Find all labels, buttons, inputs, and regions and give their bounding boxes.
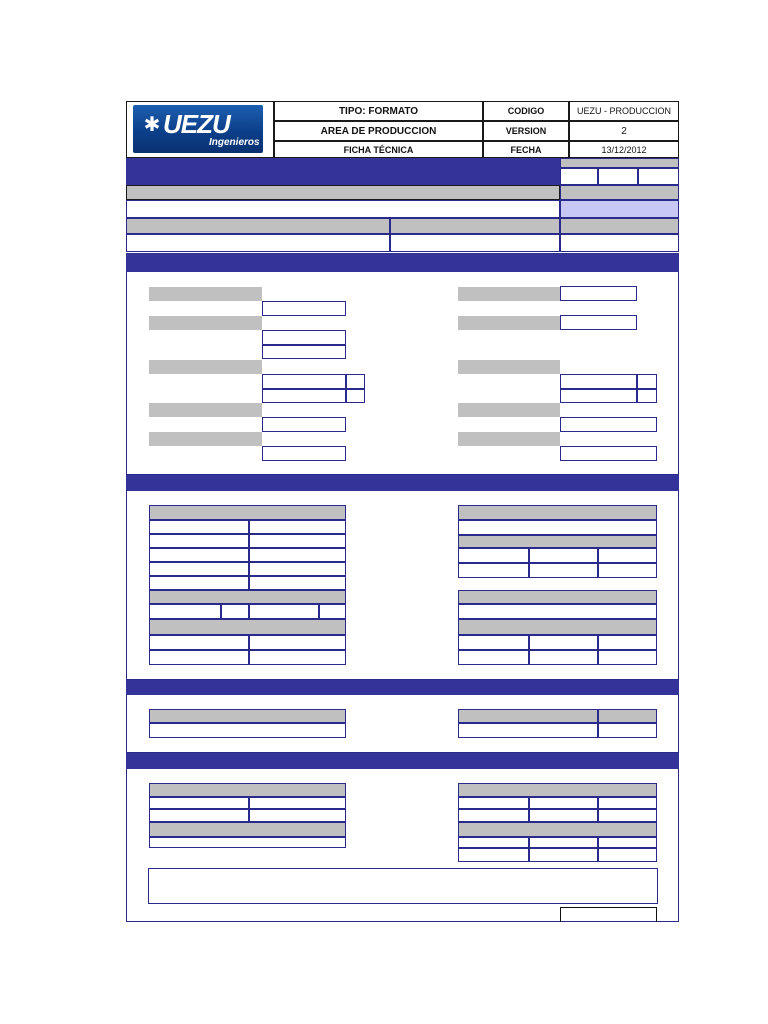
section-2-band xyxy=(126,475,679,491)
s4-left-r1c1[interactable] xyxy=(149,797,249,809)
s1-left-field-2[interactable] xyxy=(262,330,346,345)
s2-right-c3[interactable] xyxy=(598,635,657,650)
version-value: 2 xyxy=(569,121,679,141)
s3-left-header xyxy=(149,709,346,723)
title-band xyxy=(126,158,560,185)
s1-left-field-4[interactable] xyxy=(262,374,346,389)
s2-left-header-c xyxy=(149,619,346,635)
s2-left-b2[interactable] xyxy=(221,604,249,619)
s3-right-field-1[interactable] xyxy=(458,723,598,738)
s1-left-field-7[interactable] xyxy=(262,446,346,461)
s2-right-field-1[interactable] xyxy=(458,520,657,535)
section-1-band xyxy=(126,253,679,272)
info-field-3[interactable] xyxy=(560,234,679,252)
s1-right-label-2 xyxy=(458,316,560,330)
signature-box[interactable] xyxy=(560,907,657,922)
s2-left-r4c2[interactable] xyxy=(249,562,346,576)
s2-right-c6[interactable] xyxy=(598,650,657,665)
s2-right-c1[interactable] xyxy=(458,635,529,650)
header-logo-border xyxy=(126,101,274,158)
codigo-label: CODIGO xyxy=(483,101,569,121)
s1-left-label-1 xyxy=(149,287,262,301)
s3-right-header-2 xyxy=(598,709,657,723)
s2-right-header-c xyxy=(458,619,657,635)
s1-left-field-1[interactable] xyxy=(262,301,346,316)
s2-right-r1c2[interactable] xyxy=(529,548,598,563)
s1-right-field-4b[interactable] xyxy=(637,389,657,403)
s4-right-r1c1[interactable] xyxy=(458,797,529,809)
s1-left-label-2 xyxy=(149,316,262,330)
s1-left-label-3 xyxy=(149,360,262,374)
s2-left-r3c2[interactable] xyxy=(249,548,346,562)
fecha-value: 13/12/2012 xyxy=(569,141,679,158)
s1-right-label-1 xyxy=(458,287,560,301)
s1-right-label-5 xyxy=(458,432,560,446)
s4-left-header-2 xyxy=(149,822,346,837)
s4-right-r3c3[interactable] xyxy=(598,837,657,848)
date-box-header xyxy=(560,158,679,168)
s2-left-b1[interactable] xyxy=(149,604,221,619)
s4-left-header xyxy=(149,783,346,797)
s3-right-header-1 xyxy=(458,709,598,723)
info-label-3 xyxy=(560,218,679,234)
info-field-1[interactable] xyxy=(126,234,390,252)
s2-right-r2c2[interactable] xyxy=(529,563,598,578)
s1-right-label-4 xyxy=(458,403,560,417)
code-label-bar xyxy=(560,185,679,200)
doc-area: AREA DE PRODUCCION xyxy=(274,121,483,141)
s2-left-header-b xyxy=(149,590,346,604)
s4-right-r3c1[interactable] xyxy=(458,837,529,848)
s1-right-field-1[interactable] xyxy=(560,286,637,301)
fecha-label: FECHA xyxy=(483,141,569,158)
s2-left-r1c2[interactable] xyxy=(249,520,346,534)
s4-right-header-2 xyxy=(458,822,657,837)
s1-right-field-4[interactable] xyxy=(560,389,637,403)
s4-left-r2c1[interactable] xyxy=(149,809,249,822)
s1-right-field-5[interactable] xyxy=(560,417,657,432)
s4-right-r4c1[interactable] xyxy=(458,848,529,862)
date-year-field[interactable] xyxy=(638,168,679,185)
s4-left-field-2[interactable] xyxy=(149,837,346,848)
s4-right-r1c3[interactable] xyxy=(598,797,657,809)
s2-left-r5c1[interactable] xyxy=(149,576,249,590)
s1-right-field-2[interactable] xyxy=(560,315,637,330)
section-4-band xyxy=(126,753,679,769)
date-day-field[interactable] xyxy=(560,168,598,185)
s4-right-header xyxy=(458,783,657,797)
code-field[interactable] xyxy=(560,200,679,218)
s1-left-field-6[interactable] xyxy=(262,417,346,432)
doc-type: TIPO: FORMATO xyxy=(274,101,483,121)
s4-left-r2c2[interactable] xyxy=(249,809,346,822)
s2-left-c4[interactable] xyxy=(249,650,346,665)
s4-right-r3c2[interactable] xyxy=(529,837,598,848)
s2-left-r3c1[interactable] xyxy=(149,548,249,562)
s1-right-field-3[interactable] xyxy=(560,374,637,389)
s4-right-r4c3[interactable] xyxy=(598,848,657,862)
s2-right-r2c3[interactable] xyxy=(598,563,657,578)
doc-ficha: FICHA TÉCNICA xyxy=(274,141,483,158)
s4-right-r1c2[interactable] xyxy=(529,797,598,809)
name-field[interactable] xyxy=(126,200,560,218)
s2-right-c4[interactable] xyxy=(458,650,529,665)
s2-left-r1c1[interactable] xyxy=(149,520,249,534)
s2-left-r2c1[interactable] xyxy=(149,534,249,548)
s4-right-r2c3[interactable] xyxy=(598,809,657,822)
s2-left-b4[interactable] xyxy=(319,604,346,619)
s2-right-header xyxy=(458,505,657,520)
s2-right-r2c1[interactable] xyxy=(458,563,529,578)
s1-left-label-4 xyxy=(149,403,262,417)
s2-left-r5c2[interactable] xyxy=(249,576,346,590)
s4-right-r2c2[interactable] xyxy=(529,809,598,822)
s1-left-field-3[interactable] xyxy=(262,345,346,359)
s2-left-c1[interactable] xyxy=(149,635,249,650)
s2-right-r1c3[interactable] xyxy=(598,548,657,563)
s2-left-r4c1[interactable] xyxy=(149,562,249,576)
s3-left-field[interactable] xyxy=(149,723,346,738)
s2-right-c2[interactable] xyxy=(529,635,598,650)
s3-right-field-2[interactable] xyxy=(598,723,657,738)
s4-right-r2c1[interactable] xyxy=(458,809,529,822)
s2-right-r1c1[interactable] xyxy=(458,548,529,563)
section-3-band xyxy=(126,680,679,695)
s2-right-field-b[interactable] xyxy=(458,604,657,619)
s4-right-r4c2[interactable] xyxy=(529,848,598,862)
s2-right-header-b xyxy=(458,590,657,604)
s2-right-c5[interactable] xyxy=(529,650,598,665)
s2-left-c2[interactable] xyxy=(249,635,346,650)
s4-left-r1c2[interactable] xyxy=(249,797,346,809)
s1-left-field-4b[interactable] xyxy=(346,374,365,389)
s2-left-header xyxy=(149,505,346,520)
date-month-field[interactable] xyxy=(598,168,638,185)
s1-left-label-5 xyxy=(149,432,262,446)
s1-right-field-6[interactable] xyxy=(560,446,657,461)
s2-left-c3[interactable] xyxy=(149,650,249,665)
codigo-value: UEZU - PRODUCCION xyxy=(569,101,679,121)
s1-right-label-3 xyxy=(458,360,560,374)
info-field-2[interactable] xyxy=(390,234,560,252)
observations-box[interactable] xyxy=(148,868,658,904)
s2-left-b3[interactable] xyxy=(249,604,319,619)
s2-left-r2c2[interactable] xyxy=(249,534,346,548)
logo-subtitle: Ingenieros xyxy=(209,137,260,148)
s1-right-field-3b[interactable] xyxy=(637,374,657,389)
info-label-2 xyxy=(390,218,560,234)
s2-right-header-2 xyxy=(458,535,657,548)
s1-left-field-5b[interactable] xyxy=(346,389,365,403)
s1-left-field-5[interactable] xyxy=(262,389,346,403)
info-label-1 xyxy=(126,218,390,234)
version-label: VERSION xyxy=(483,121,569,141)
logo-name: UEZU xyxy=(163,109,230,139)
name-label-bar xyxy=(126,185,560,200)
snowflake-icon: ✱ xyxy=(143,114,161,136)
